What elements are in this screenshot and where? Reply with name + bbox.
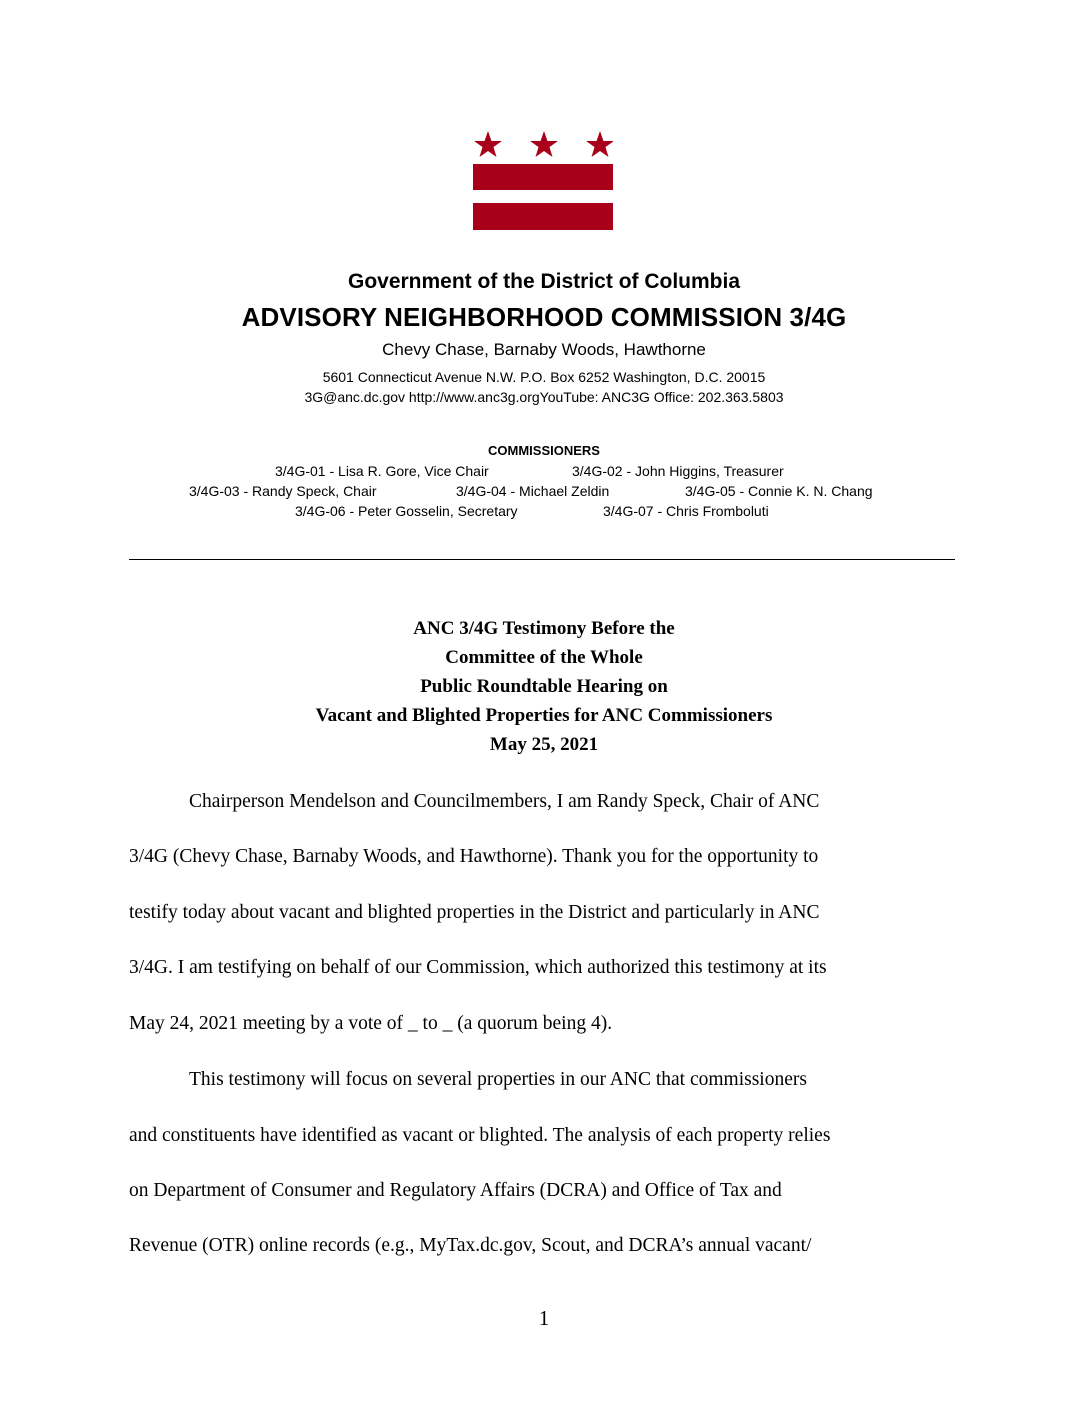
body-text-line: Revenue (OTR) online records (e.g., MyTax.dc.gov, Scout, and DCRA’s annual vacant/: [129, 1235, 812, 1256]
commissioner-entry: 3/4G-05 - Connie K. N. Chang: [685, 483, 873, 499]
neighborhoods-line: Chevy Chase, Barnaby Woods, Hawthorne: [382, 340, 706, 359]
commissioners-row: [0, 503, 1088, 521]
dc-flag-logo: [473, 128, 613, 231]
body-text-line: May 24, 2021 meeting by a vote of _ to _ (a quorum being 4).: [129, 1013, 613, 1034]
commissioner-entry: 3/4G-02 - John Higgins, Treasurer: [572, 463, 784, 479]
commissioner-entry: 3/4G-07 - Chris Fromboluti: [603, 503, 769, 519]
flag-star-right: [586, 131, 613, 157]
title-line: ANC 3/4G Testimony Before the: [413, 618, 675, 639]
body-text-line: 3/4G. I am testifying on behalf of our Commission, which authorized this testimony at its: [129, 957, 827, 978]
flag-star-left: [474, 131, 502, 157]
body-text-line: This testimony will focus on several properties in our ANC that commissioners: [189, 1069, 807, 1090]
contact-line: 3G@anc.dc.gov http://www.anc3g.orgYouTube: ANC3G Office: 202.363.5803: [304, 389, 784, 405]
title-line: Committee of the Whole: [445, 647, 643, 668]
body-text-line: 3/4G (Chevy Chase, Barnaby Woods, and Hawthorne). Thank you for the opportunity to: [129, 846, 819, 867]
title-line: Public Roundtable Hearing on: [420, 676, 668, 697]
commissioners-row: [0, 483, 1088, 501]
title-line: Vacant and Blighted Properties for ANC Commissioners: [315, 705, 773, 726]
header-divider: [129, 559, 955, 560]
commissioners-row: [0, 463, 1088, 481]
government-line: Government of the District of Columbia: [347, 270, 741, 293]
body-text-line: and constituents have identified as vacant or blighted. The analysis of each property relies: [129, 1125, 831, 1146]
body-text-line: on Department of Consumer and Regulatory Affairs (DCRA) and Office of Tax and: [129, 1180, 782, 1201]
flag-bar-top: [473, 164, 613, 190]
commissioner-entry: 3/4G-06 - Peter Gosselin, Secretary: [295, 503, 518, 519]
title-line: May 25, 2021: [489, 734, 599, 755]
commissioner-entry: 3/4G-01 - Lisa R. Gore, Vice Chair: [275, 463, 489, 479]
commission-name: ADVISORY NEIGHBORHOOD COMMISSION 3/4G: [241, 302, 847, 332]
commissioners-heading: COMMISSIONERS: [488, 443, 600, 458]
commissioner-entry: 3/4G-03 - Randy Speck, Chair: [189, 483, 377, 499]
commissioner-entry: 3/4G-04 - Michael Zeldin: [456, 483, 610, 499]
body-text-line: testify today about vacant and blighted properties in the District and particularly in ANC: [129, 902, 820, 923]
address-line: 5601 Connecticut Avenue N.W. P.O. Box 6252 Washington, D.C. 20015: [322, 369, 766, 385]
flag-bar-bottom: [473, 203, 613, 230]
body-text-line: Chairperson Mendelson and Councilmembers, I am Randy Speck, Chair of ANC: [189, 791, 820, 812]
flag-star-center: [530, 131, 558, 157]
page-number: 1: [538, 1306, 550, 1330]
